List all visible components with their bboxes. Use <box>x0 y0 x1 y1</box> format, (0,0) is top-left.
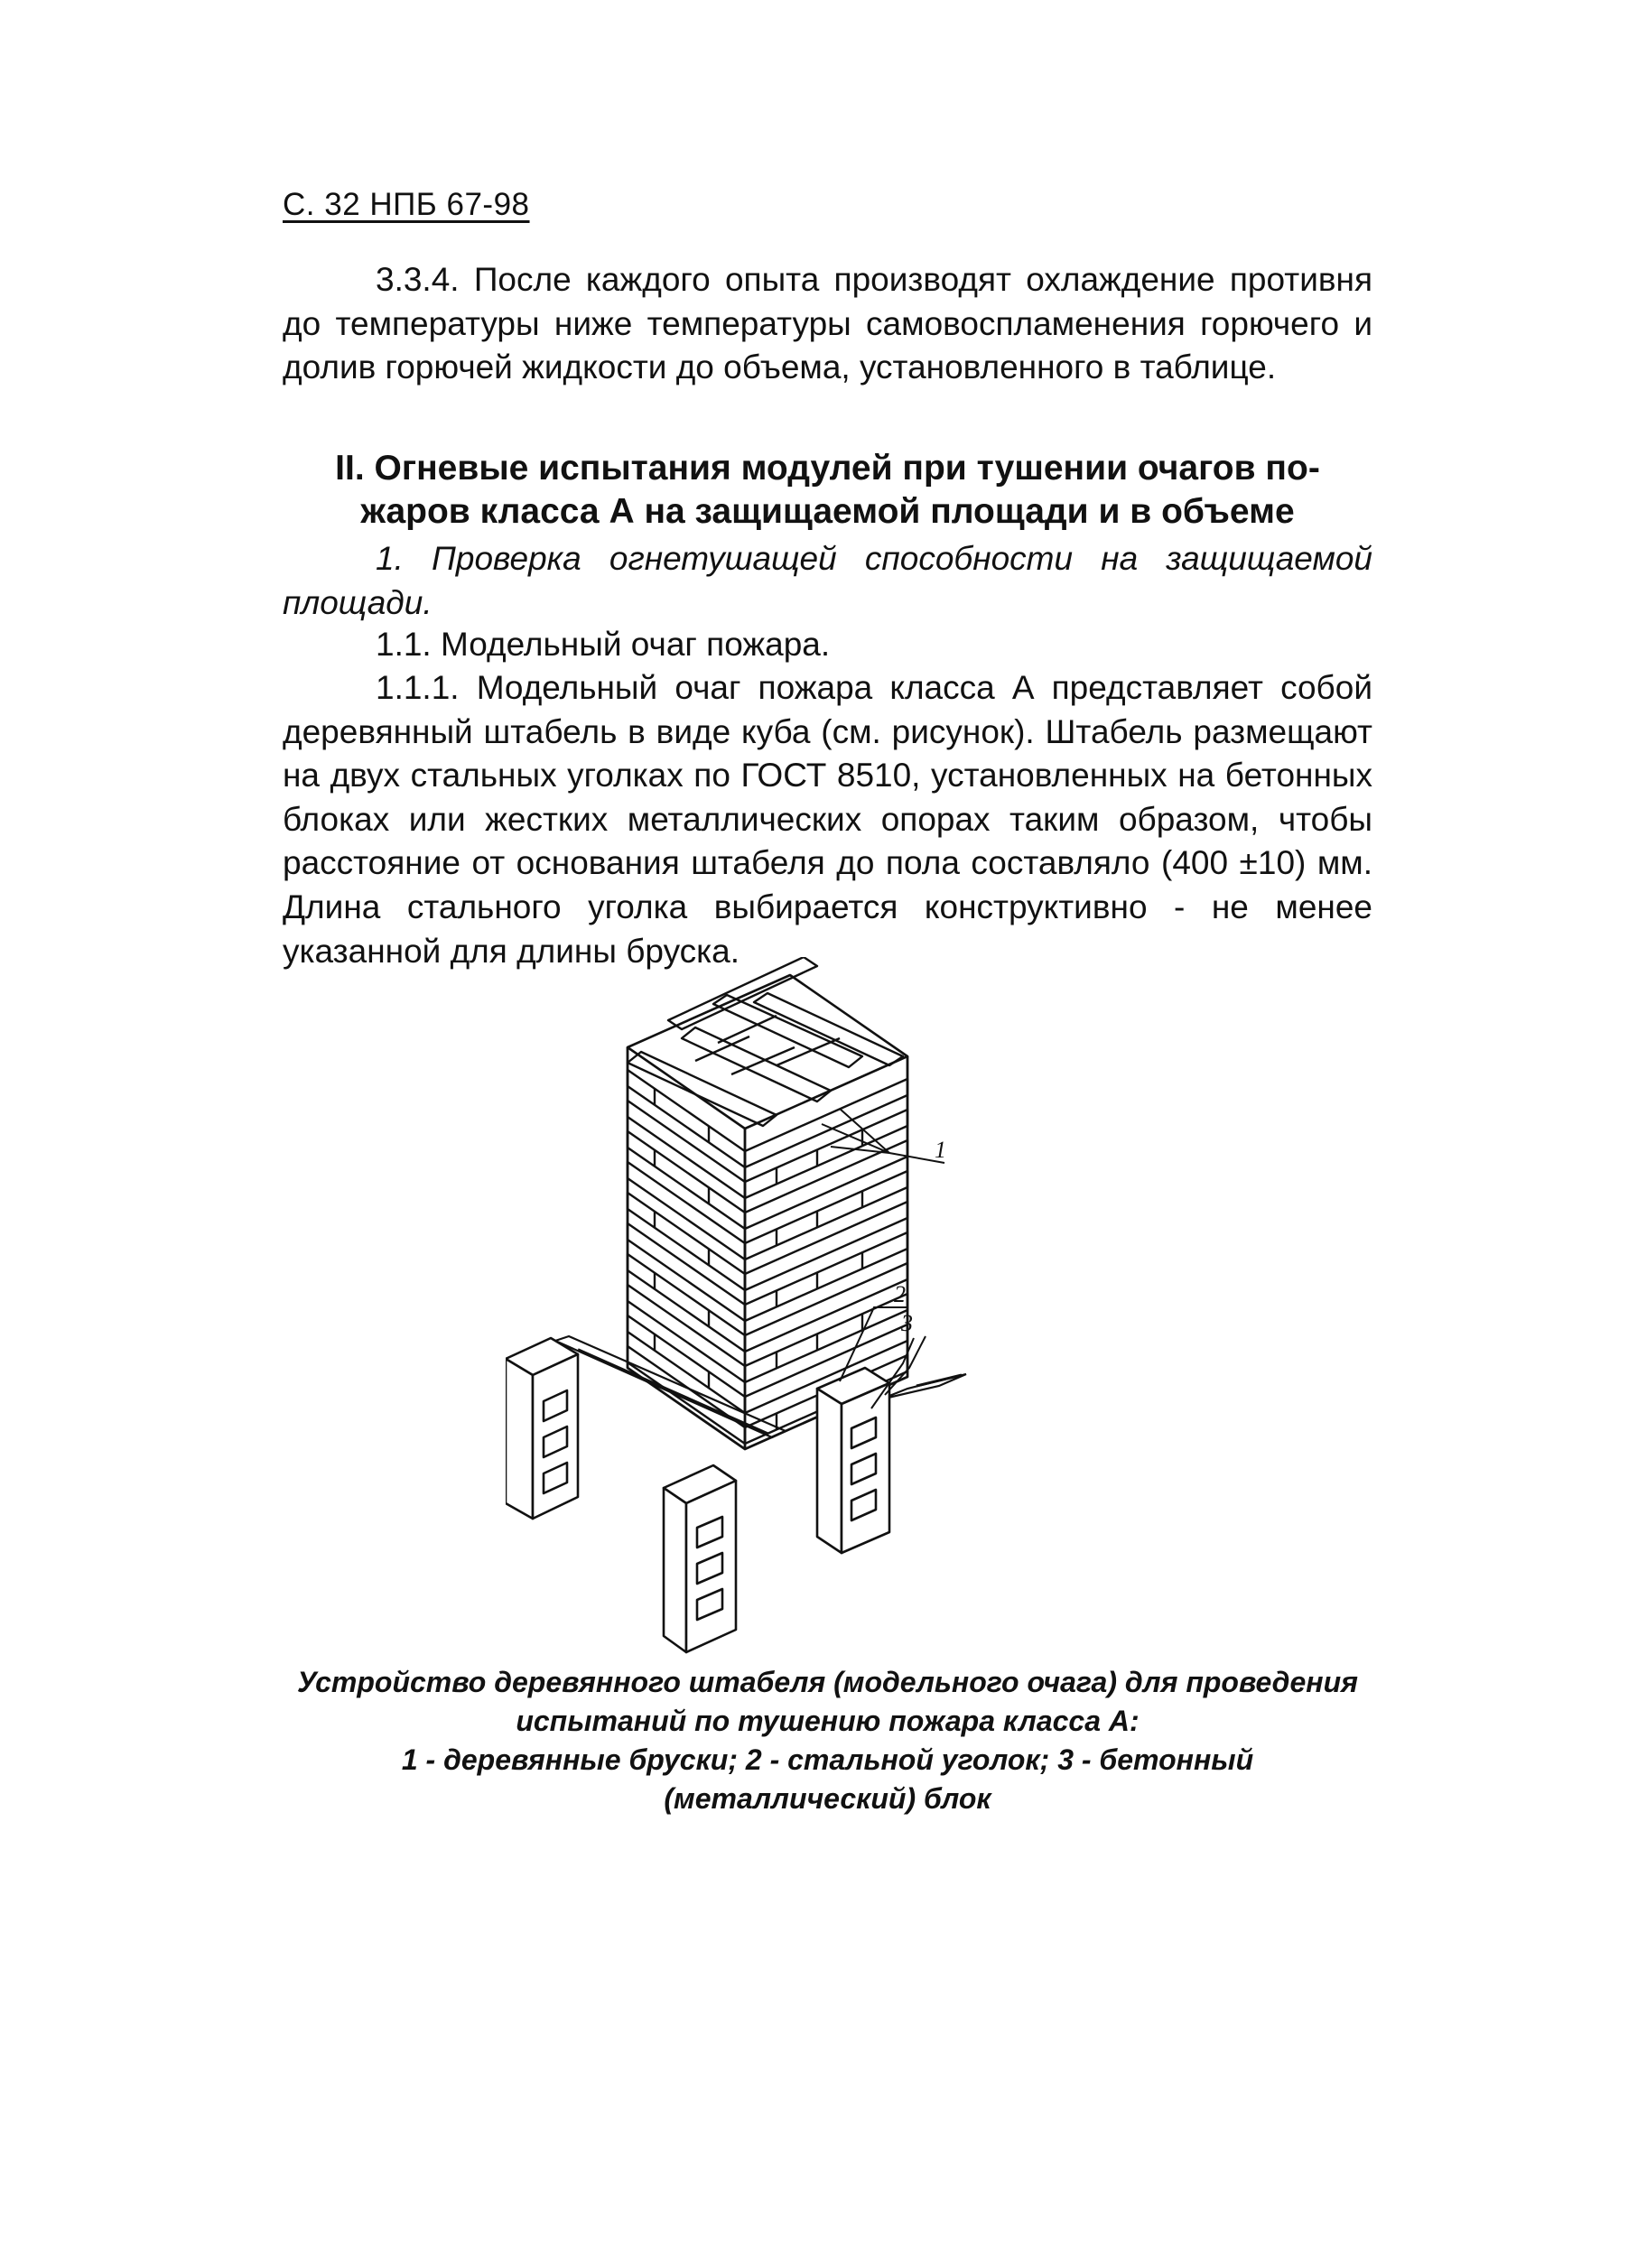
crib-top-face <box>628 975 907 1129</box>
crib-top-sticks <box>628 957 903 1126</box>
caption-line3: 1 - деревянные бруски; 2 - стальной уголок; 3 - бетонный <box>401 1743 1254 1776</box>
page-header: С. 32 НПБ 67-98 <box>283 187 530 222</box>
caption-line1: Устройство деревянного штабеля (модельного очага) для проведения <box>297 1666 1358 1698</box>
paragraph-1-1-1: 1.1.1. Модельный очаг пожара класса А представляет собой деревянный штабель в виде куба (см. рисунок). Штабель размещают на двух стальных уголках по ГОСТ 8510, установленных на бетонных блоках или жестких металлических опорах таким образом, чтобы расстояние от основания штабеля до пола составляло (400 ±10) мм. Длина стального уголка выбирается конструктивно - не менее указанной для длины бруска. <box>283 669 1372 970</box>
wood-stick <box>745 1110 907 1198</box>
wood-stick <box>628 1070 745 1167</box>
wood-stick <box>628 1254 745 1352</box>
caption-line4: (металлический) блок <box>664 1782 991 1815</box>
callout-label-3: 3 <box>901 1310 913 1336</box>
wood-stick <box>745 1140 907 1229</box>
steel-angle-left <box>555 1336 786 1437</box>
figure-caption <box>283 1663 1372 1818</box>
wood-stick <box>628 1131 745 1229</box>
section-heading <box>283 447 1372 534</box>
concrete-block-front <box>664 1465 736 1652</box>
callout-label-2: 2 <box>894 1281 906 1307</box>
paragraph-3-3-4: 3.3.4. После каждого опыта производят охлаждение противня до температуры ниже температуры самовоспламенения горючего и долив горючей жидкости до объема, установленного в таблице. <box>283 261 1372 386</box>
concrete-block-right <box>817 1368 889 1553</box>
wood-stick <box>745 1171 907 1259</box>
wood-crib-figure <box>506 957 1156 1661</box>
callout-label-1: 1 <box>935 1137 946 1163</box>
wood-stick <box>628 1162 745 1259</box>
subsection-1-title: 1. Проверка огнетушащей способности на защищаемой площади. <box>283 540 1372 621</box>
wood-stick <box>745 1202 907 1290</box>
caption-line2: испытаний по тушению пожара класса А: <box>516 1705 1140 1737</box>
concrete-block-left <box>506 1338 578 1519</box>
wood-stick <box>628 1223 745 1321</box>
wood-stick <box>628 1285 745 1382</box>
wood-stick <box>628 1346 745 1444</box>
paragraph-1-1: 1.1. Модельный очаг пожара. <box>376 626 831 663</box>
section-heading-line1: II. Огневые испытания модулей при тушении очагов по- <box>335 449 1320 488</box>
section-heading-line2: жаров класса А на защищаемой площади и в объеме <box>360 492 1295 531</box>
wood-stick <box>628 1193 745 1290</box>
callout-leader-1 <box>822 1124 944 1163</box>
